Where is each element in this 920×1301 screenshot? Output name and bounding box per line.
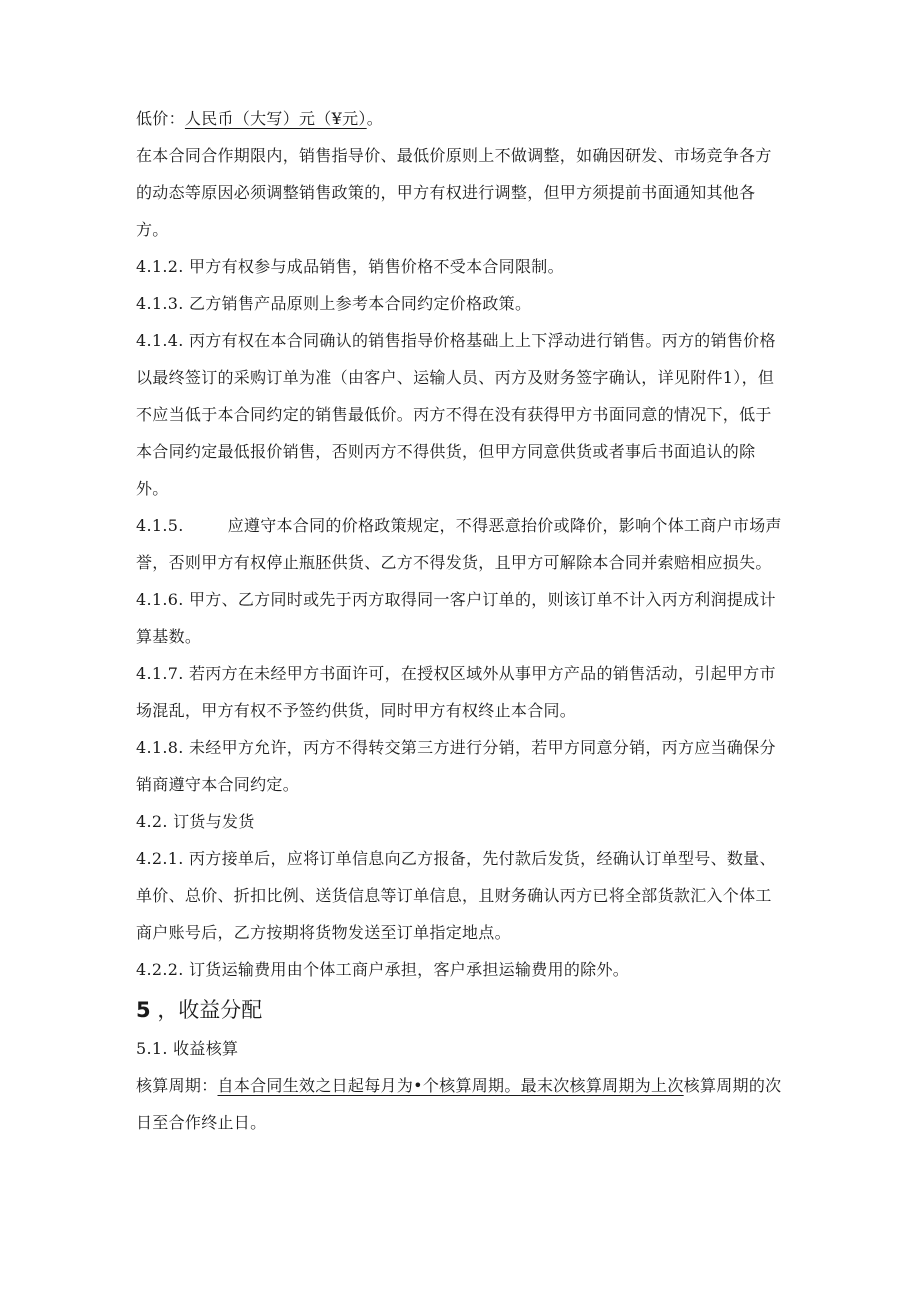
section-4-2-heading: 4.2. 订货与发货	[136, 812, 255, 831]
clause-4-1-5-number: 4.1.5.	[136, 516, 184, 535]
accounting-period-underlined: 自本合同生效之日起每月为•个核算周期。最末次核算周期为上次	[217, 1076, 684, 1095]
section-5-title: ，收益分配	[157, 998, 263, 1022]
accounting-period-label: 核算周期：	[136, 1076, 218, 1095]
accounting-period-paragraph	[136, 1067, 786, 1141]
clause-4-1-6: 4.1.6. 甲方、乙方同时或先于丙方取得同一客户订单的，则该订单不计入丙方利润提成计算基数。	[136, 590, 776, 646]
section-5-heading	[136, 990, 786, 1030]
section-5-1-heading: 5.1. 收益核算	[136, 1039, 239, 1058]
section-5-number: 5	[136, 998, 151, 1022]
clause-4-1-4: 4.1.4. 丙方有权在本合同确认的销售指导价格基础上上下浮动进行销售。丙方的销售价格以最终签订的采购订单为准（由客户、运输人员、丙方及财务签字确认，详见附件1），但不应当低于本合同约定的销售最低价。丙方不得在没有获得甲方书面同意的情况下，低于本合同约定最低报价销售，否则丙方不得供货，但甲方同意供货或者事后书面追认的除外。	[136, 331, 776, 498]
clause-4-2-1: 4.2.1. 丙方接单后，应将订单信息向乙方报备，先付款后发货，经确认订单型号、数量、单价、总价、折扣比例、送货信息等订单信息，且财务确认丙方已将全部货款汇入个体工商户账号后，乙方按期将货物发送至订单指定地点。	[136, 849, 776, 942]
min-price-suffix: 。	[366, 109, 383, 128]
min-price-line	[136, 100, 786, 137]
price-adjustment-paragraph: 在本合同合作期限内，销售指导价、最低价原则上不做调整，如确因研发、市场竞争各方的动态等原因必须调整销售政策的，甲方有权进行调整，但甲方须提前书面通知其他各方。	[136, 146, 772, 239]
accounting-period-rest: 核算周期的次日至合作终止日。	[136, 1076, 782, 1132]
clause-4-1-8: 4.1.8. 未经甲方允许，丙方不得转交第三方进行分销，若甲方同意分销，丙方应当确保分销商遵守本合同约定。	[136, 738, 776, 794]
clause-4-1-5-text: 应遵守本合同的价格政策规定，不得恶意抬价或降价，影响个体工商户市场声誉，否则甲方有权停止瓶胚供货、乙方不得发货，且甲方可解除本合同并索赔相应损失。	[136, 516, 782, 572]
clause-4-1-2: 4.1.2. 甲方有权参与成品销售，销售价格不受本合同限制。	[136, 257, 564, 276]
clause-4-1-5	[136, 507, 786, 581]
document-page	[136, 100, 786, 1141]
min-price-label: 低价：	[136, 109, 185, 128]
min-price-value: 人民币（大写）元（¥元）	[184, 109, 367, 128]
clause-4-1-7: 4.1.7. 若丙方在未经甲方书面许可，在授权区域外从事甲方产品的销售活动，引起甲方市场混乱，甲方有权不予签约供货，同时甲方有权终止本合同。	[136, 664, 776, 720]
clause-4-2-2: 4.2.2. 订货运输费用由个体工商户承担，客户承担运输费用的除外。	[136, 960, 630, 979]
clause-4-1-3: 4.1.3. 乙方销售产品原则上参考本合同约定价格政策。	[136, 294, 532, 313]
